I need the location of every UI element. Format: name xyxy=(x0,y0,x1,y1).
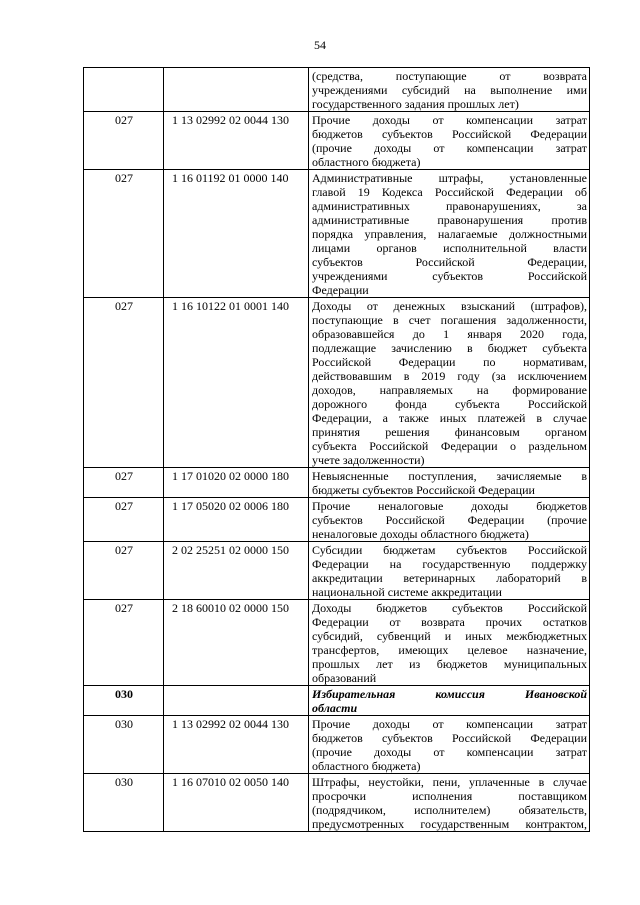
description-line: порядка управления, налагаемые должностными xyxy=(312,227,587,241)
description-line: Избирательная комиссия Ивановской xyxy=(312,687,587,701)
table-row xyxy=(84,498,590,542)
revenue-code-cell: 1 17 05020 02 0006 180 xyxy=(164,498,309,542)
description-line: Федерации на государственную поддержку xyxy=(312,557,587,571)
description-cell xyxy=(309,170,590,298)
revenue-code-cell xyxy=(164,68,309,112)
description-line: (средства, поступающие от возврата xyxy=(312,69,587,83)
description-line: бюджетов субъектов Российской Федерации xyxy=(312,127,587,141)
description-line: национальной системе аккредитации xyxy=(312,585,502,599)
table-row xyxy=(84,68,590,112)
description-line: субъектов Российской Федерации, xyxy=(312,255,587,269)
description-line: учреждениями субъектов Российской xyxy=(312,269,587,283)
description-line: принятия решения финансовым органом xyxy=(312,425,587,439)
admin-code-cell: 027 xyxy=(84,542,164,600)
description-cell xyxy=(309,468,590,498)
description-line: Федерации от возврата прочих остатков xyxy=(312,615,587,629)
description-cell xyxy=(309,68,590,112)
description-line: Федерации, а также иных платежей в случае xyxy=(312,411,587,425)
description-cell xyxy=(309,774,590,832)
description-line: Невыясненные поступления, зачисляемые в xyxy=(312,469,587,483)
description-line: Российской Федерации по нормативам, xyxy=(312,355,587,369)
description-cell xyxy=(309,542,590,600)
revenue-code-cell: 1 16 01192 01 0000 140 xyxy=(164,170,309,298)
revenue-code-cell: 1 13 02992 02 0044 130 xyxy=(164,112,309,170)
description-line: субъекта Российской Федерации о раздельном xyxy=(312,439,587,453)
description-line: Прочие доходы от компенсации затрат xyxy=(312,717,587,731)
description-line: предусмотренных государственным контрактом, xyxy=(312,817,587,831)
description-line: образовавшейся до 1 января 2020 года, xyxy=(312,327,587,341)
description-line: Прочие доходы от компенсации затрат xyxy=(312,113,587,127)
description-cell xyxy=(309,498,590,542)
description-line: административные правонарушения против xyxy=(312,213,587,227)
description-line: Административные штрафы, установленные xyxy=(312,171,587,185)
table-row xyxy=(84,298,590,468)
description-cell xyxy=(309,686,590,716)
page-number: 54 xyxy=(314,38,326,52)
description-line: лицами органов исполнительной власти xyxy=(312,241,587,255)
description-line: доходов, направляемых на формирование xyxy=(312,383,587,397)
description-line: аккредитации ветеринарных лабораторий в xyxy=(312,571,587,585)
description-line: Доходы от денежных взысканий (штрафов), xyxy=(312,299,587,313)
admin-code-cell: 027 xyxy=(84,112,164,170)
description-line: прошлых лет из бюджетов муниципальных xyxy=(312,657,587,671)
description-line: трансфертов, имеющих целевое назначение, xyxy=(312,643,587,657)
revenue-code-cell xyxy=(164,686,309,716)
budget-revenue-table xyxy=(83,67,590,832)
description-line: Федерации xyxy=(312,283,369,297)
table-row xyxy=(84,468,590,498)
description-cell xyxy=(309,600,590,686)
revenue-code-cell: 1 16 07010 02 0050 140 xyxy=(164,774,309,832)
description-line: Прочие неналоговые доходы бюджетов xyxy=(312,499,587,513)
description-line: административных правонарушениях, за xyxy=(312,199,587,213)
description-line: Субсидии бюджетам субъектов Российской xyxy=(312,543,587,557)
description-line: действовавшим в 2019 году (за исключением xyxy=(312,369,587,383)
admin-code-cell: 030 xyxy=(84,774,164,832)
description-line: Доходы бюджетов субъектов Российской xyxy=(312,601,587,615)
revenue-code-cell: 1 17 01020 02 0000 180 xyxy=(164,468,309,498)
admin-code-cell: 027 xyxy=(84,498,164,542)
revenue-code-cell: 2 18 60010 02 0000 150 xyxy=(164,600,309,686)
admin-code-cell: 030 xyxy=(84,686,164,716)
description-line: субсидий, субвенций и иных межбюджетных xyxy=(312,629,587,643)
revenue-code-cell: 2 02 25251 02 0000 150 xyxy=(164,542,309,600)
description-line: просрочки исполнения поставщиком xyxy=(312,789,587,803)
description-line: неналоговые доходы областного бюджета) xyxy=(312,527,529,541)
admin-code-cell: 027 xyxy=(84,468,164,498)
description-line: областного бюджета) xyxy=(312,155,421,169)
description-line: области xyxy=(312,701,358,715)
table-row xyxy=(84,716,590,774)
description-line: образований xyxy=(312,671,377,685)
revenue-code-cell: 1 13 02992 02 0044 130 xyxy=(164,716,309,774)
description-cell xyxy=(309,716,590,774)
table-row xyxy=(84,686,590,716)
table-row xyxy=(84,600,590,686)
description-line: поступающие в счет погашения задолженности, xyxy=(312,313,587,327)
admin-code-cell: 027 xyxy=(84,600,164,686)
description-line: учете задолженности) xyxy=(312,453,425,467)
description-line: субъектов Российской Федерации (прочие xyxy=(312,513,587,527)
admin-code-cell: 027 xyxy=(84,298,164,468)
description-cell xyxy=(309,298,590,468)
description-line: (подрядчиком, исполнителем) обязательств, xyxy=(312,803,587,817)
description-line: государственного задания прошлых лет) xyxy=(312,97,519,111)
admin-code-cell xyxy=(84,68,164,112)
table-body xyxy=(84,68,590,832)
description-line: подлежащие зачислению в бюджет субъекта xyxy=(312,341,587,355)
description-line: учреждениями субсидий на выполнение ими xyxy=(312,83,587,97)
description-line: Штрафы, неустойки, пени, уплаченные в случае xyxy=(312,775,587,789)
description-line: (прочие доходы от компенсации затрат xyxy=(312,141,587,155)
table-row xyxy=(84,170,590,298)
admin-code-cell: 030 xyxy=(84,716,164,774)
description-line: бюджетов субъектов Российской Федерации xyxy=(312,731,587,745)
admin-code-cell: 027 xyxy=(84,170,164,298)
revenue-code-cell: 1 16 10122 01 0001 140 xyxy=(164,298,309,468)
description-line: областного бюджета) xyxy=(312,759,421,773)
table-row xyxy=(84,112,590,170)
table-row xyxy=(84,542,590,600)
description-line: главой 19 Кодекса Российской Федерации об xyxy=(312,185,587,199)
table-row xyxy=(84,774,590,832)
description-line: (прочие доходы от компенсации затрат xyxy=(312,745,587,759)
description-line: дорожного фонда субъекта Российской xyxy=(312,397,587,411)
description-cell xyxy=(309,112,590,170)
description-line: бюджеты субъектов Российской Федерации xyxy=(312,483,535,497)
